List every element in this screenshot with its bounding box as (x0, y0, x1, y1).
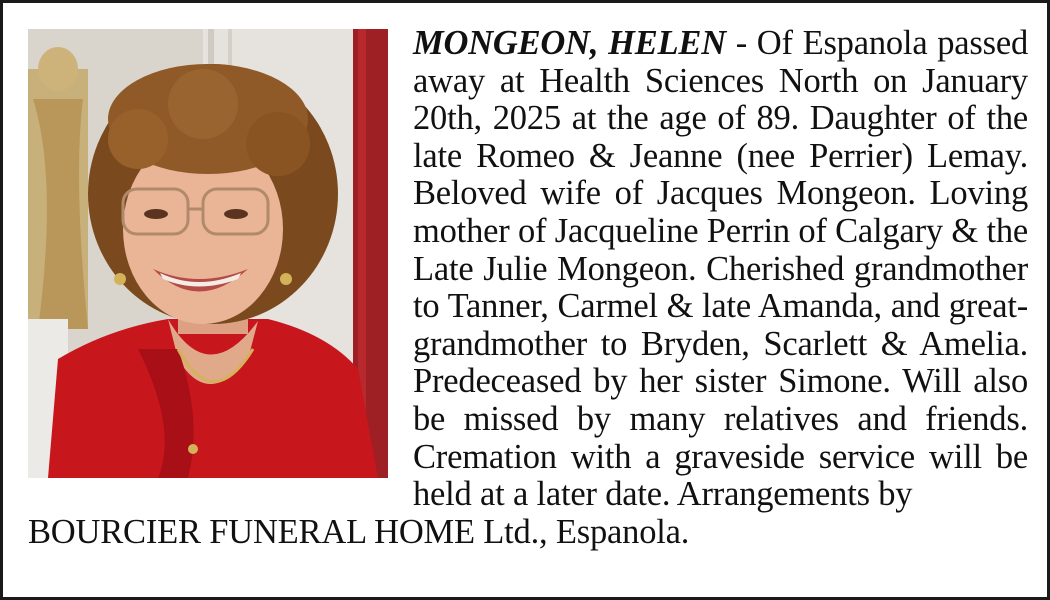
portrait-photo (28, 29, 388, 478)
funeral-home: BOURCIER FUNERAL HOME Ltd., Espanola. (28, 512, 690, 551)
deceased-name: MONGEON, HELEN (413, 24, 726, 62)
portrait-illustration (28, 29, 388, 478)
obituary-content (28, 25, 1028, 551)
name-separator: - (725, 24, 757, 62)
obituary-body: Of Espanola passed away at Health Sciences North on January 20th, 2025 at the age of 89. Daughter of the late Romeo & Jeanne (nee Perrier) Lemay. Beloved wife of Jacques Mongeon. Loving mother of Jacqueline Perrin of Calgary & the Late Julie Mongeon. Cherished grandmother to Tanner, Carmel & late Amanda, and great-grandmother to Bryden, Scarlett & Amelia. Predeceased by her sister Simone. Will also be missed by many relatives and friends. Cremation with a graveside service will be held at a later date. Arrangements by (413, 24, 1028, 514)
